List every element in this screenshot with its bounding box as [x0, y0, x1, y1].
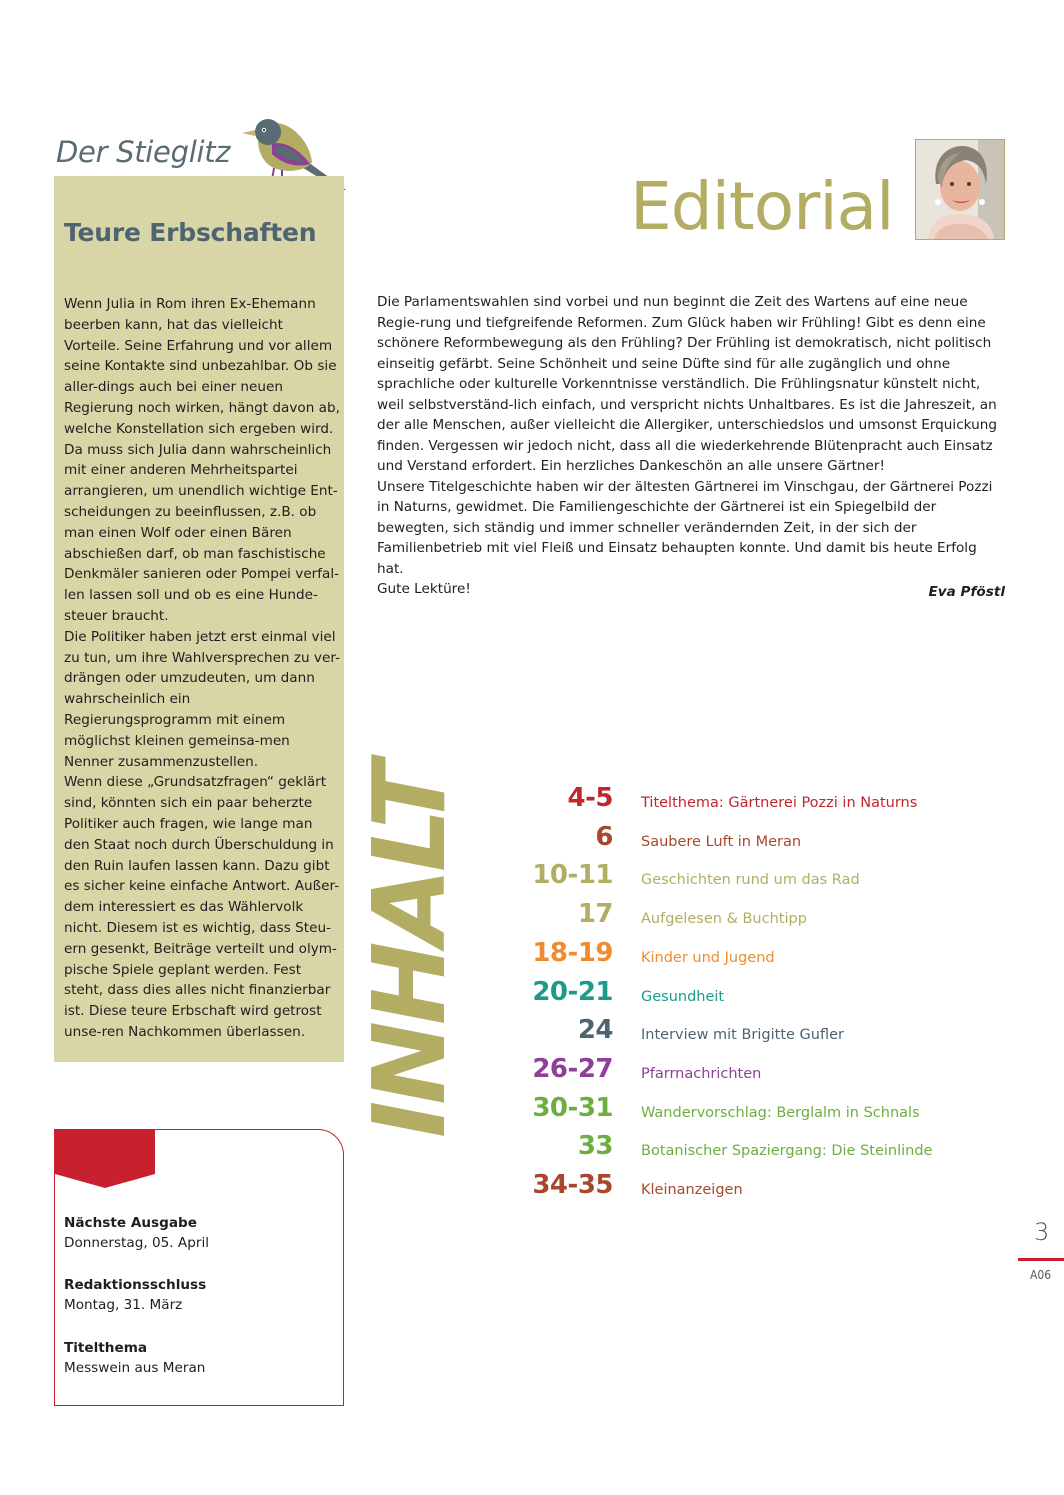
toc-page-number: 30-31 — [532, 1092, 613, 1123]
toc-page-number: 17 — [577, 899, 613, 930]
editorial-title: Editorial — [630, 168, 894, 245]
toc-entry-title: Kinder und Jugend — [641, 949, 775, 966]
info-cover-story — [64, 1338, 205, 1378]
stieglitz-body — [64, 294, 340, 1043]
logo-sub-text: STADTANZEIGER — [204, 1161, 270, 1170]
editorial-author: Eva Pföstl — [928, 584, 1005, 600]
toc-page-number: 24 — [577, 1015, 613, 1046]
page-number: 3 — [1034, 1218, 1050, 1246]
info-value: Donnerstag, 05. April — [64, 1235, 209, 1251]
info-deadline — [64, 1275, 206, 1315]
stieglitz-paragraph: Wenn diese „Grundsatzfragen“ geklärt sind, könnten sich ein paar beherzte Politiker auch fragen, wie lange man den Staat noch durch Überschuldung in den Ruin laufen lassen kann. Dazu gibt es sicher keine einfache Antwort. Außer-dem interessiert es das Wählervolk nicht. Diesem ist es wichtig, dass Steu-ern gesenkt, Beiträge verteilt und olym-pische Spiele geplant werden. Fest steht, dass dies alles nicht finanzierbar ist. Diese teure Erbschaft wird getrost unse-ren Nachkommen überlassen. — [64, 774, 340, 1040]
info-value: Montag, 31. März — [64, 1297, 183, 1313]
info-label: Nächste Ausgabe — [64, 1215, 197, 1231]
toc-entry-title: Saubere Luft in Meran — [641, 833, 802, 850]
info-label: Redaktionsschluss — [64, 1277, 207, 1293]
stieglitz-paragraph: Wenn Julia in Rom ihren Ex-Ehemann beerben kann, hat das vielleicht Vorteile. Seine Erfahrung und vor allem seine Kontakte sind unbezahlbar. Ob sie aller-dings auch bei einer neuen Regierung noch wirken, hängt davon ab, welche Konstellation sich ergeben wird. Da muss sich Julia dann wahrscheinlich mit einer anderen Mehrheitspartei arrangieren, um unendlich wichtige Ent-scheidungen zu beeinflussen, z.B. ob man einen Wolf oder einen Bären abschießen darf, ob man faschistische Denkmäler sanieren oder Pompei verfal-len lassen soll und ob es eine Hunde-steuer braucht. — [64, 296, 340, 624]
author-portrait — [915, 139, 1005, 240]
info-label: Titelthema — [64, 1340, 148, 1356]
contents-vertical-heading: INHALT — [351, 764, 468, 1138]
toc-entry-title: Gesundheit — [641, 988, 725, 1005]
toc-entry-title: Titelthema: Gärtnerei Pozzi in Naturns — [641, 795, 918, 811]
editorial-paragraph: Die Parlamentswahlen sind vorbei und nun beginnt die Zeit des Wartens auf eine neue Regie-rung und tiefgreifende Reformen. Zum Glück haben wir Frühling! Gibt es denn eine schönere Reformbewegung als den Frühling? Der Frühling ist demokratisch, nicht politisch einseitig gefärbt. Seine Schönheit und seine Düfte sind für alle zugänglich und ohne sprachliche oder kulturelle Vorkenntnisse verständlich. Die Frühlingsnatur künstelt nicht, weil selbstverständ-lich einfach, und verspricht nichts Unhaltbares. Es ist die Jahreszeit, an der alle Menschen, außer vielleicht die Allergiker, unterschiedslos und umsonst Erquickung finden. Vergessen wir jedoch nicht, dass all die wiederkehrende Blütenpracht auch Einsatz und Verstand erfordert. Ein herzliches Dankeschön an alle unsere Gärtner! — [377, 294, 997, 474]
toc-page-number: 26-27 — [532, 1053, 613, 1084]
info-next-issue — [64, 1213, 209, 1253]
toc-entry-title: Botanischer Spaziergang: Die Steinlinde — [641, 1143, 933, 1160]
stieglitz-paragraph: Die Politiker haben jetzt erst einmal viel zu tun, um ihre Wahlversprechen zu ver-drängen oder umzudeuten, um dann wahrscheinlich ein Regierungsprogramm mit einem möglichst kleinen gemeinsa-men Nenner zusammenzustellen. — [64, 628, 340, 770]
logo-main-text: meraner — [194, 1139, 280, 1161]
stieglitz-column-title: Der Stieglitz — [56, 135, 231, 169]
toc-entry-title: Kleinanzeigen — [641, 1182, 743, 1198]
toc-page-number: 34-35 — [532, 1170, 613, 1200]
toc-entry-title: Interview mit Brigitte Gufler — [641, 1027, 844, 1044]
toc-page-number: 4-5 — [567, 783, 613, 813]
page-code: A06 — [1030, 1268, 1052, 1282]
portrait-image — [916, 140, 1004, 239]
editorial-paragraph: Unsere Titelgeschichte haben wir der ältesten Gärtnerei im Vinschgau, der Gärtnerei Pozzi in Naturns, gewidmet. Die Familiengeschichte der Gärtnerei ist ein Spiegelbild der bewegten, sich ständig und immer schneller verändernden Zeit, in der sich der Familienbetrieb mit viel Fleiß und Einsatz behaupten konnte. Und damit bis heute Erfolg hat. — [377, 478, 993, 577]
meraner-stadtanzeiger-logo — [55, 1130, 155, 1188]
toc-entry-title: Geschichten rund um das Rad — [641, 872, 860, 889]
stieglitz-column-box — [54, 176, 344, 1062]
logo-text-wrapper — [187, 1129, 287, 1187]
info-value: Messwein aus Meran — [64, 1360, 206, 1376]
toc-page-number: 20-21 — [532, 976, 613, 1007]
page-number-divider — [1018, 1258, 1064, 1261]
toc-entry-title: Aufgelesen & Buchtipp — [641, 911, 807, 928]
toc-page-number: 18-19 — [532, 937, 613, 968]
toc-entry-title: Pfarrnachrichten — [641, 1065, 762, 1082]
editorial-paragraph: Gute Lektüre! — [377, 581, 471, 597]
editorial-body — [377, 292, 1005, 600]
toc-page-number: 6 — [595, 821, 613, 852]
toc-page-number: 33 — [577, 1131, 613, 1162]
stieglitz-heading: Teure Erbschaften — [64, 218, 317, 247]
toc-entry-title: Wandervorschlag: Berglalm in Schnals — [641, 1104, 920, 1121]
toc-page-number: 10-11 — [532, 860, 613, 891]
next-issue-info-box — [54, 1129, 344, 1406]
